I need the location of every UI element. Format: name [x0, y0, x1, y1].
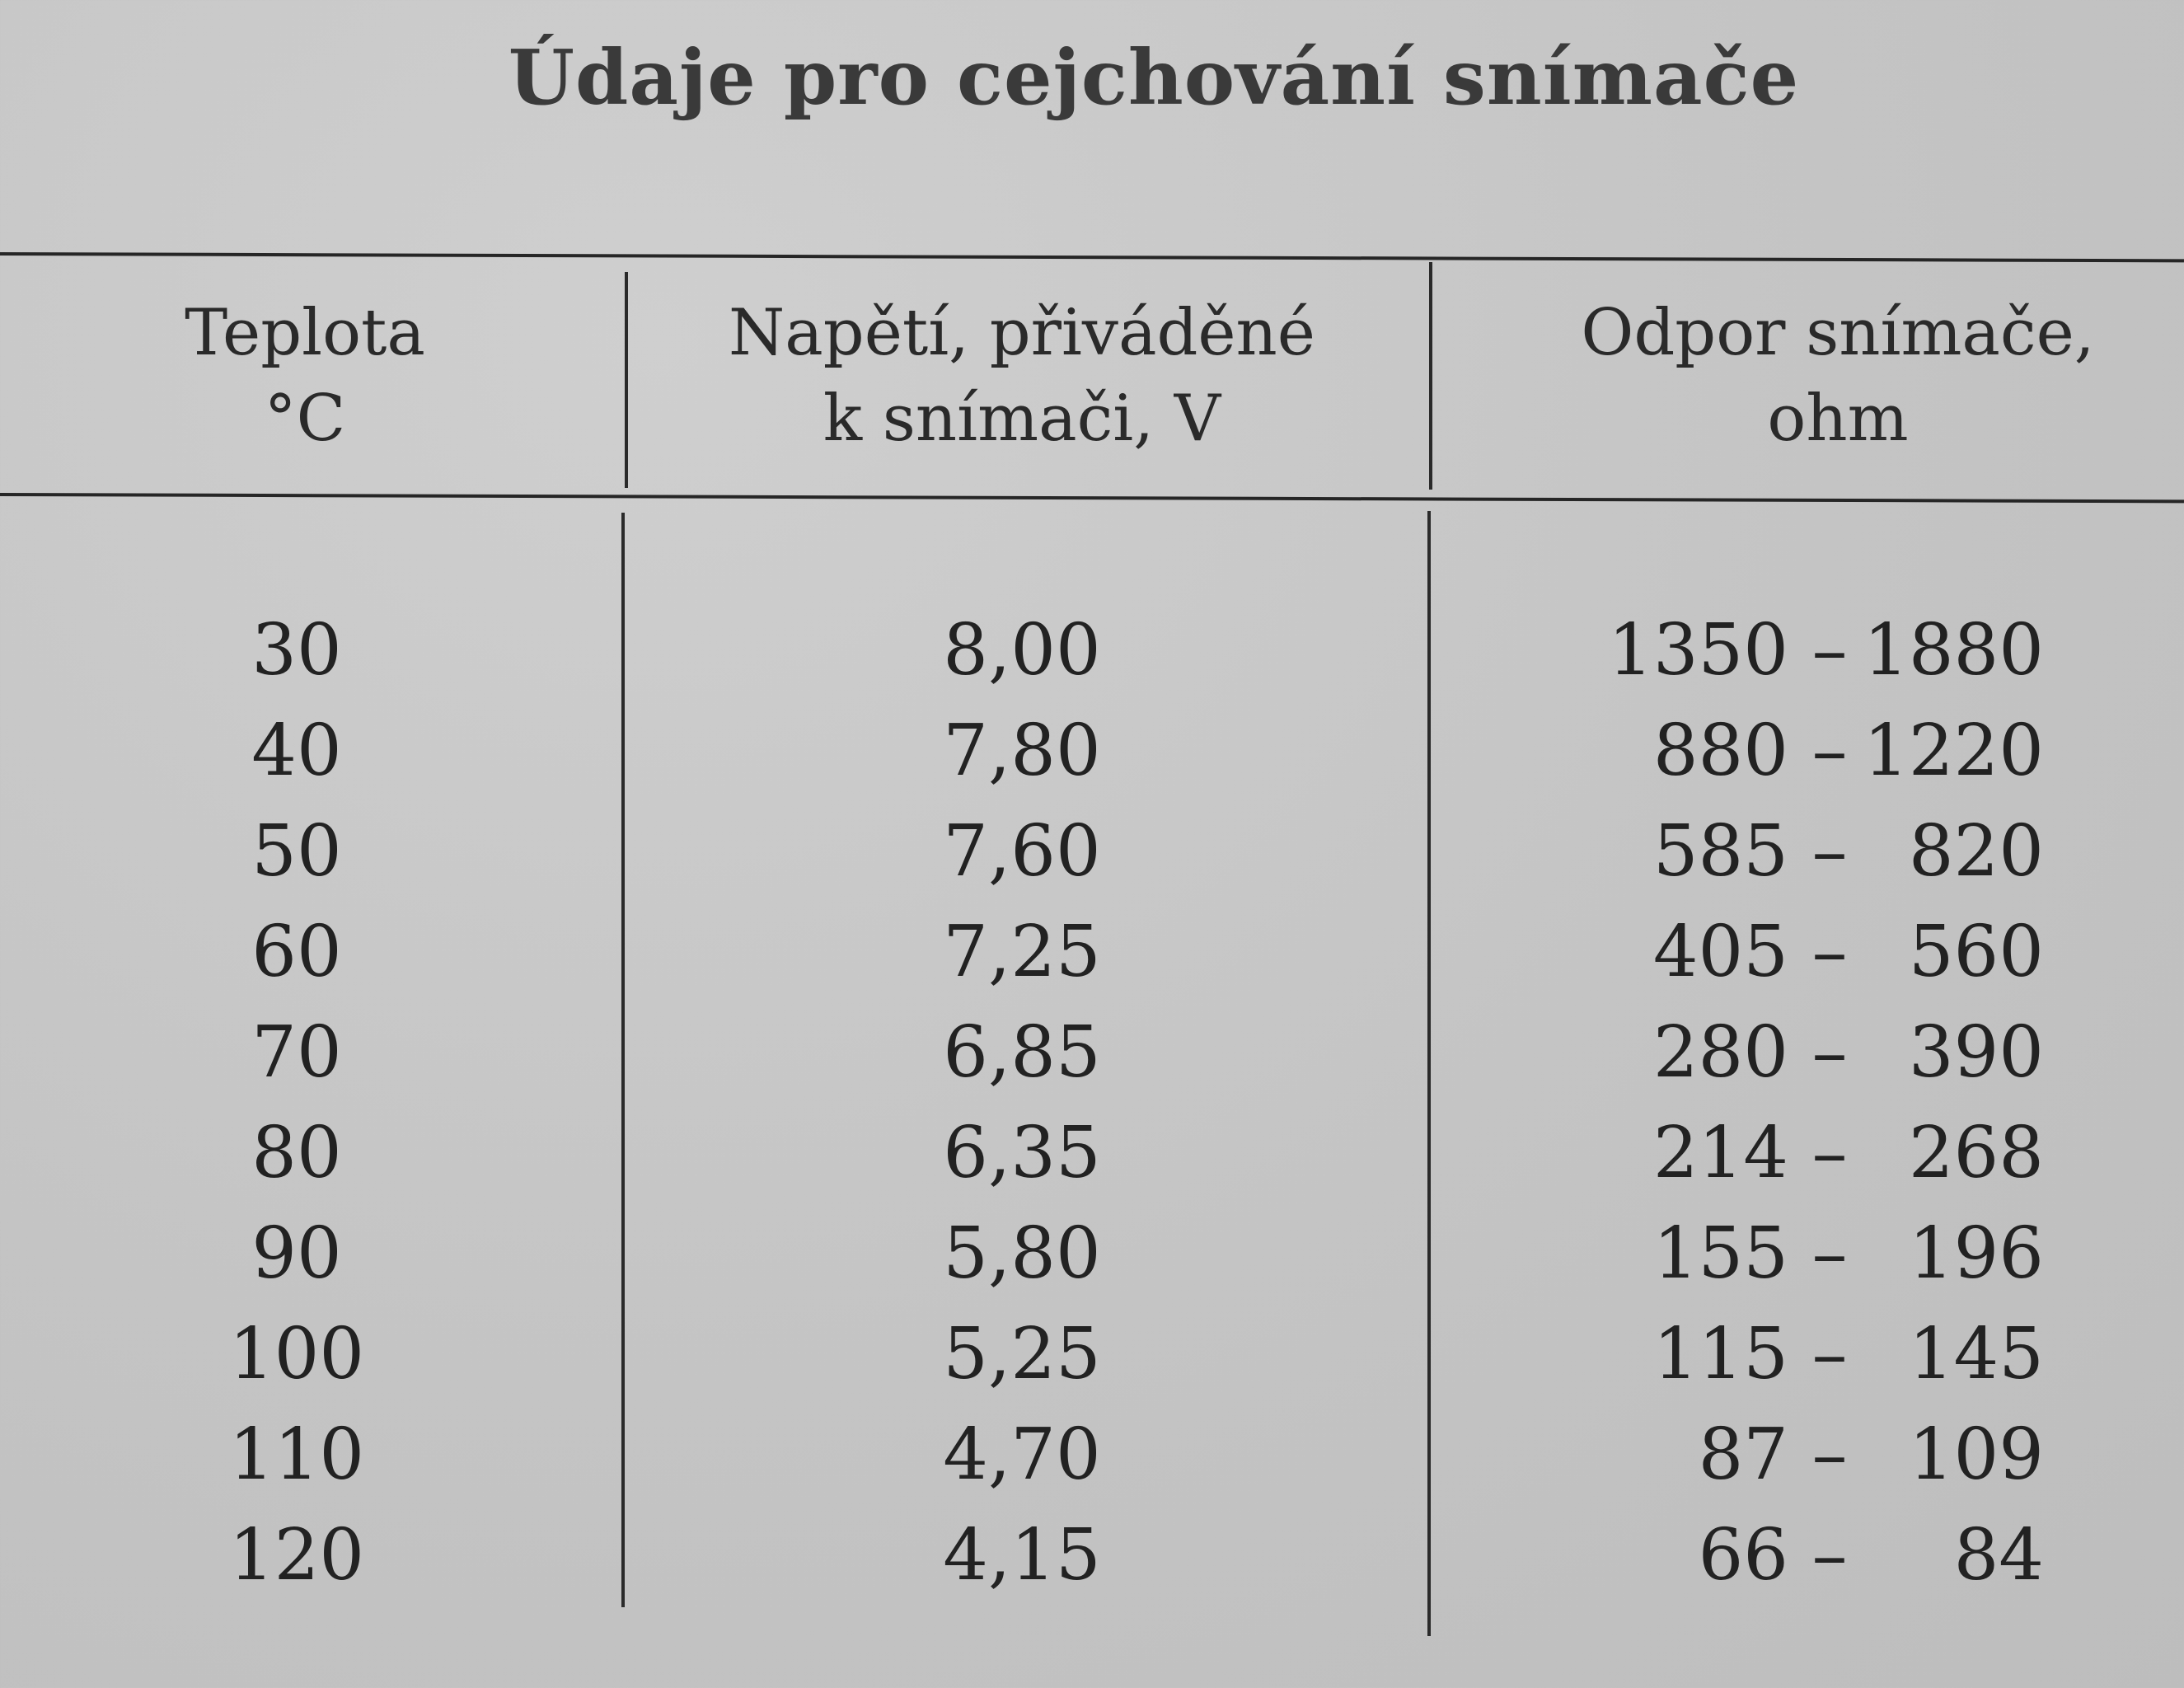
cell-temperature: 40: [251, 710, 342, 792]
cell-temperature: 120: [228, 1514, 365, 1597]
header-resistance: [1508, 290, 2168, 462]
table-row: [0, 902, 2184, 1002]
cell-voltage: 4,70: [943, 1414, 1101, 1496]
cell-resistance-high: 1220: [1863, 710, 2044, 792]
cell-voltage: 6,85: [943, 1011, 1101, 1094]
cell-voltage: 4,15: [943, 1514, 1101, 1597]
cell-resistance-high: 560: [1908, 911, 2044, 993]
cell-resistance-low: 214: [1652, 1112, 1788, 1194]
cell-temperature: 90: [251, 1212, 342, 1295]
column-divider-1-header: [625, 272, 628, 488]
cell-resistance-high: 390: [1908, 1011, 2044, 1094]
column-divider-2-header: [1429, 262, 1432, 490]
cell-resistance-low: 280: [1652, 1011, 1788, 1094]
cell-resistance-dash: –: [1811, 911, 1848, 993]
cell-resistance-dash: –: [1811, 1011, 1848, 1094]
cell-resistance-low: 87: [1698, 1414, 1788, 1496]
cell-resistance-high: 109: [1908, 1414, 2044, 1496]
cell-resistance-high: 145: [1908, 1313, 2044, 1395]
cell-resistance-low: 405: [1652, 911, 1788, 993]
cell-resistance-dash: –: [1811, 810, 1848, 893]
header-bottom-rule: [0, 493, 2184, 503]
cell-voltage: 7,60: [943, 810, 1101, 893]
cell-resistance-low: 1350: [1608, 609, 1788, 692]
cell-resistance-dash: –: [1811, 1414, 1848, 1496]
cell-resistance-dash: –: [1811, 1112, 1848, 1194]
table-row: [0, 801, 2184, 902]
header-resistance-line2: ohm: [1767, 382, 1909, 456]
cell-voltage: 8,00: [943, 609, 1101, 692]
cell-resistance-high: 1880: [1863, 609, 2044, 692]
cell-temperature: 60: [251, 911, 342, 993]
header-temperature: [115, 290, 494, 462]
header-voltage-line2: k snímači, V: [823, 382, 1221, 456]
table-row: [0, 1505, 2184, 1606]
cell-resistance-dash: –: [1811, 1313, 1848, 1395]
cell-temperature: 70: [251, 1011, 342, 1094]
cell-resistance-low: 115: [1652, 1313, 1788, 1395]
table-title: Údaje pro cejchování snímače: [508, 33, 1800, 122]
table-body: [0, 600, 2184, 1606]
table-row: [0, 1203, 2184, 1304]
cell-resistance-dash: –: [1811, 1212, 1848, 1295]
cell-resistance-dash: –: [1811, 710, 1848, 792]
header-voltage-line1: Napětí, přiváděné: [729, 296, 1315, 370]
header-temperature-line1: Teplota: [185, 296, 425, 370]
cell-temperature: 50: [251, 810, 342, 893]
table-row: [0, 1002, 2184, 1103]
header-resistance-line1: Odpor snímače,: [1581, 296, 2095, 370]
cell-resistance-high: 196: [1908, 1212, 2044, 1295]
cell-resistance-low: 155: [1652, 1212, 1788, 1295]
cell-voltage: 5,80: [943, 1212, 1101, 1295]
cell-resistance-high: 820: [1908, 810, 2044, 893]
cell-resistance-low: 585: [1652, 810, 1788, 893]
cell-resistance-high: 84: [1953, 1514, 2044, 1597]
table-row: [0, 1404, 2184, 1505]
cell-resistance-low: 66: [1698, 1514, 1788, 1597]
cell-voltage: 7,80: [943, 710, 1101, 792]
header-temperature-line2: °C: [264, 382, 346, 456]
cell-temperature: 80: [251, 1112, 342, 1194]
table-top-rule: [0, 252, 2184, 262]
cell-resistance-high: 268: [1908, 1112, 2044, 1194]
cell-resistance-dash: –: [1811, 1514, 1848, 1597]
table-row: [0, 1304, 2184, 1404]
table-row: [0, 600, 2184, 701]
cell-temperature: 30: [251, 609, 342, 692]
cell-temperature: 110: [228, 1414, 365, 1496]
cell-temperature: 100: [228, 1313, 365, 1395]
cell-voltage: 7,25: [943, 911, 1101, 993]
table-row: [0, 1103, 2184, 1203]
cell-resistance-low: 880: [1652, 710, 1788, 792]
table-row: [0, 701, 2184, 801]
cell-voltage: 6,35: [943, 1112, 1101, 1194]
header-voltage: [676, 290, 1368, 462]
cell-voltage: 5,25: [943, 1313, 1101, 1395]
cell-resistance-dash: –: [1811, 609, 1848, 692]
